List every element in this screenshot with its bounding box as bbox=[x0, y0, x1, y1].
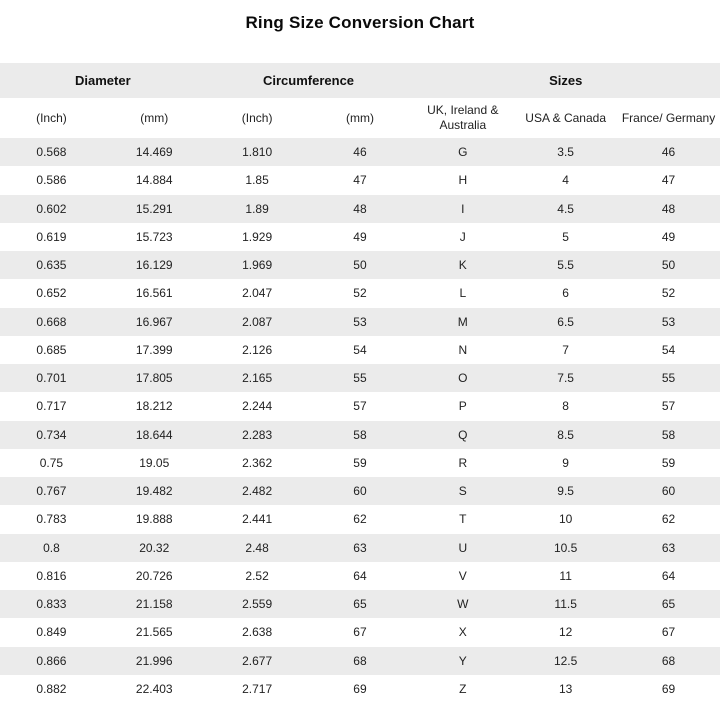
group-header-diameter: Diameter bbox=[0, 63, 206, 98]
table-cell: 2.52 bbox=[245, 568, 269, 583]
table-cell: V bbox=[458, 568, 467, 583]
table-cell: 3.5 bbox=[557, 145, 574, 160]
table-cell: 12.5 bbox=[553, 653, 578, 668]
table-cell: 19.05 bbox=[139, 455, 170, 470]
table-cell: 20.726 bbox=[135, 568, 173, 583]
table-cell: 68 bbox=[353, 653, 367, 668]
table-cell: 8.5 bbox=[557, 427, 574, 442]
table-cell: 0.75 bbox=[39, 455, 64, 470]
table-cell: 2.48 bbox=[245, 540, 269, 555]
table-row bbox=[0, 195, 720, 223]
table-row bbox=[0, 590, 720, 618]
table-cell: 59 bbox=[661, 455, 676, 470]
table-cell: 0.602 bbox=[36, 201, 67, 216]
table-cell: 17.399 bbox=[135, 342, 173, 357]
table-cell: 0.668 bbox=[36, 314, 67, 329]
table-cell: 50 bbox=[661, 258, 676, 273]
table-cell: 19.888 bbox=[135, 512, 173, 527]
table-cell: 48 bbox=[353, 201, 367, 216]
table-cell: 19.482 bbox=[135, 484, 173, 499]
table-cell: 20.32 bbox=[139, 540, 170, 555]
table-cell: 2.482 bbox=[242, 484, 273, 499]
table-cell: N bbox=[458, 342, 468, 357]
table-row bbox=[0, 562, 720, 590]
table-cell: 54 bbox=[353, 342, 367, 357]
table-cell: 47 bbox=[353, 173, 367, 188]
table-cell: 62 bbox=[353, 512, 367, 527]
table-cell: 57 bbox=[661, 399, 676, 414]
table-row bbox=[0, 364, 720, 392]
col-header-circumference-inch: (Inch) bbox=[206, 98, 309, 138]
table-cell: 2.362 bbox=[242, 455, 273, 470]
table-cell: 0.882 bbox=[36, 681, 67, 696]
col-header-diameter-inch: (Inch) bbox=[0, 98, 103, 138]
col-header-uk-ireland-australia-label: UK, Ireland & Australia bbox=[427, 103, 499, 132]
table-cell: 21.996 bbox=[135, 653, 173, 668]
col-header-france-germany: France/ Germany bbox=[617, 98, 720, 138]
col-header-circumference-mm: (mm) bbox=[309, 98, 412, 138]
table-cell: 63 bbox=[661, 540, 676, 555]
table-cell: L bbox=[459, 286, 467, 301]
col-header-usa-canada: USA & Canada bbox=[514, 98, 617, 138]
table-cell: 2.244 bbox=[242, 399, 273, 414]
table-cell: 49 bbox=[353, 229, 367, 244]
table-cell: 0.8 bbox=[43, 540, 60, 555]
table-cell: 9.5 bbox=[557, 484, 574, 499]
table-row bbox=[0, 647, 720, 675]
table-cell: 0.866 bbox=[36, 653, 67, 668]
table-cell: 5.5 bbox=[557, 258, 574, 273]
table-cell: 5 bbox=[562, 229, 569, 244]
table-cell: Q bbox=[458, 427, 468, 442]
table-cell: 57 bbox=[353, 399, 367, 414]
table-cell: S bbox=[458, 484, 467, 499]
table-cell: 55 bbox=[661, 371, 676, 386]
col-header-uk-ireland-australia bbox=[411, 98, 514, 138]
table-cell: 46 bbox=[661, 145, 676, 160]
table-cell: 12 bbox=[558, 625, 573, 640]
table-cell: 6 bbox=[562, 286, 569, 301]
table-cell: 22.403 bbox=[135, 681, 173, 696]
table-cell: 18.644 bbox=[135, 427, 173, 442]
table-cell: 0.652 bbox=[36, 286, 67, 301]
table-cell: 15.723 bbox=[135, 229, 173, 244]
table-cell: 0.816 bbox=[36, 568, 67, 583]
column-header-row bbox=[0, 98, 720, 138]
table-cell: 2.441 bbox=[242, 512, 273, 527]
table-cell: 16.129 bbox=[135, 258, 173, 273]
table-cell: 0.783 bbox=[36, 512, 67, 527]
table-cell: 53 bbox=[353, 314, 367, 329]
table-cell: 55 bbox=[353, 371, 367, 386]
table-header bbox=[0, 63, 720, 138]
group-header-row bbox=[0, 63, 720, 98]
table-row bbox=[0, 336, 720, 364]
page-title: Ring Size Conversion Chart bbox=[245, 13, 475, 32]
table-cell: 1.810 bbox=[242, 145, 273, 160]
table-cell: 0.734 bbox=[36, 427, 67, 442]
group-header-circumference: Circumference bbox=[206, 63, 412, 98]
table-row bbox=[0, 308, 720, 336]
table-cell: J bbox=[459, 229, 466, 244]
table-cell: 0.635 bbox=[36, 258, 67, 273]
table-cell: R bbox=[458, 455, 468, 470]
table-row bbox=[0, 392, 720, 420]
table-cell: 21.158 bbox=[135, 597, 173, 612]
table-cell: 64 bbox=[661, 568, 676, 583]
table-row bbox=[0, 223, 720, 251]
table-cell: 14.469 bbox=[135, 145, 173, 160]
table-cell: 2.283 bbox=[242, 427, 273, 442]
table-cell: 60 bbox=[661, 484, 676, 499]
table-cell: 7 bbox=[562, 342, 569, 357]
table-cell: 16.967 bbox=[135, 314, 173, 329]
table-cell: 46 bbox=[353, 145, 367, 160]
table-cell: 2.677 bbox=[242, 653, 273, 668]
table-cell: 0.717 bbox=[36, 399, 67, 414]
table-cell: 2.165 bbox=[242, 371, 273, 386]
table-row bbox=[0, 421, 720, 449]
table-cell: G bbox=[458, 145, 468, 160]
table-cell: 0.701 bbox=[36, 371, 67, 386]
table-cell: 65 bbox=[353, 597, 367, 612]
table-cell: 60 bbox=[353, 484, 367, 499]
table-cell: 58 bbox=[353, 427, 367, 442]
table-cell: K bbox=[458, 258, 467, 273]
table-cell: 67 bbox=[661, 625, 676, 640]
table-cell: 67 bbox=[353, 625, 367, 640]
table-cell: H bbox=[458, 173, 468, 188]
table-cell: 2.638 bbox=[242, 625, 273, 640]
table-cell: 10.5 bbox=[553, 540, 578, 555]
table-row bbox=[0, 449, 720, 477]
table-cell: 9 bbox=[562, 455, 569, 470]
table-cell: 58 bbox=[661, 427, 676, 442]
table-cell: 0.685 bbox=[36, 342, 67, 357]
table-cell: P bbox=[458, 399, 467, 414]
table-cell: 8 bbox=[562, 399, 569, 414]
table-cell: 59 bbox=[353, 455, 367, 470]
table-cell: 0.849 bbox=[36, 625, 67, 640]
table-cell: 2.087 bbox=[242, 314, 273, 329]
table-cell: M bbox=[457, 314, 468, 329]
table-cell: 48 bbox=[661, 201, 676, 216]
table-cell: O bbox=[458, 371, 468, 386]
table-cell: I bbox=[461, 201, 465, 216]
table-cell: 50 bbox=[353, 258, 367, 273]
col-header-diameter-mm: (mm) bbox=[103, 98, 206, 138]
table-cell: U bbox=[458, 540, 468, 555]
table-cell: 2.126 bbox=[242, 342, 273, 357]
table-cell: 54 bbox=[661, 342, 676, 357]
table-cell: X bbox=[458, 625, 467, 640]
table-cell: 0.833 bbox=[36, 597, 67, 612]
table-cell: 1.85 bbox=[245, 173, 269, 188]
table-cell: 2.717 bbox=[242, 681, 273, 696]
table-cell: Y bbox=[458, 653, 467, 668]
table-cell: 63 bbox=[353, 540, 367, 555]
table-cell: 16.561 bbox=[135, 286, 173, 301]
table-cell: 21.565 bbox=[135, 625, 173, 640]
table-cell: 68 bbox=[661, 653, 676, 668]
ring-size-conversion-table bbox=[0, 63, 720, 703]
table-cell: 52 bbox=[661, 286, 676, 301]
table-row bbox=[0, 477, 720, 505]
table-cell: 0.568 bbox=[36, 145, 67, 160]
table-cell: 69 bbox=[353, 681, 367, 696]
table-cell: 4.5 bbox=[557, 201, 574, 216]
table-cell: 49 bbox=[661, 229, 676, 244]
table-row bbox=[0, 166, 720, 194]
table-cell: 52 bbox=[353, 286, 367, 301]
table-cell: 65 bbox=[661, 597, 676, 612]
group-header-sizes: Sizes bbox=[411, 63, 720, 98]
table-row bbox=[0, 138, 720, 166]
table-cell: 18.212 bbox=[135, 399, 173, 414]
table-cell: W bbox=[457, 597, 469, 612]
table-cell: 1.89 bbox=[245, 201, 269, 216]
table-cell: 7.5 bbox=[557, 371, 574, 386]
table-cell: 53 bbox=[661, 314, 676, 329]
table-row bbox=[0, 279, 720, 307]
table-cell: 11.5 bbox=[554, 597, 577, 612]
table-row bbox=[0, 534, 720, 562]
table-cell: 0.767 bbox=[36, 484, 67, 499]
table-cell: T bbox=[459, 512, 467, 527]
table-cell: 17.805 bbox=[135, 371, 173, 386]
table-cell: 15.291 bbox=[135, 201, 173, 216]
table-cell: 0.586 bbox=[36, 173, 67, 188]
table-row bbox=[0, 251, 720, 279]
table-row bbox=[0, 675, 720, 703]
table-row bbox=[0, 618, 720, 646]
table-cell: Z bbox=[459, 681, 467, 696]
table-cell: 10 bbox=[558, 512, 573, 527]
table-row bbox=[0, 505, 720, 533]
table-cell: 2.047 bbox=[242, 286, 273, 301]
table-cell: 4 bbox=[562, 173, 569, 188]
table-cell: 1.929 bbox=[242, 229, 273, 244]
table-cell: 14.884 bbox=[135, 173, 173, 188]
table-cell: 2.559 bbox=[242, 597, 273, 612]
table-cell: 69 bbox=[661, 681, 676, 696]
table-cell: 6.5 bbox=[557, 314, 574, 329]
table-cell: 11 bbox=[559, 568, 572, 583]
table-cell: 62 bbox=[661, 512, 676, 527]
table-cell: 0.619 bbox=[36, 229, 67, 244]
table-body bbox=[0, 138, 720, 703]
table-cell: 13 bbox=[558, 681, 573, 696]
table-cell: 1.969 bbox=[242, 258, 273, 273]
table-cell: 47 bbox=[661, 173, 676, 188]
table-cell: 64 bbox=[353, 568, 367, 583]
